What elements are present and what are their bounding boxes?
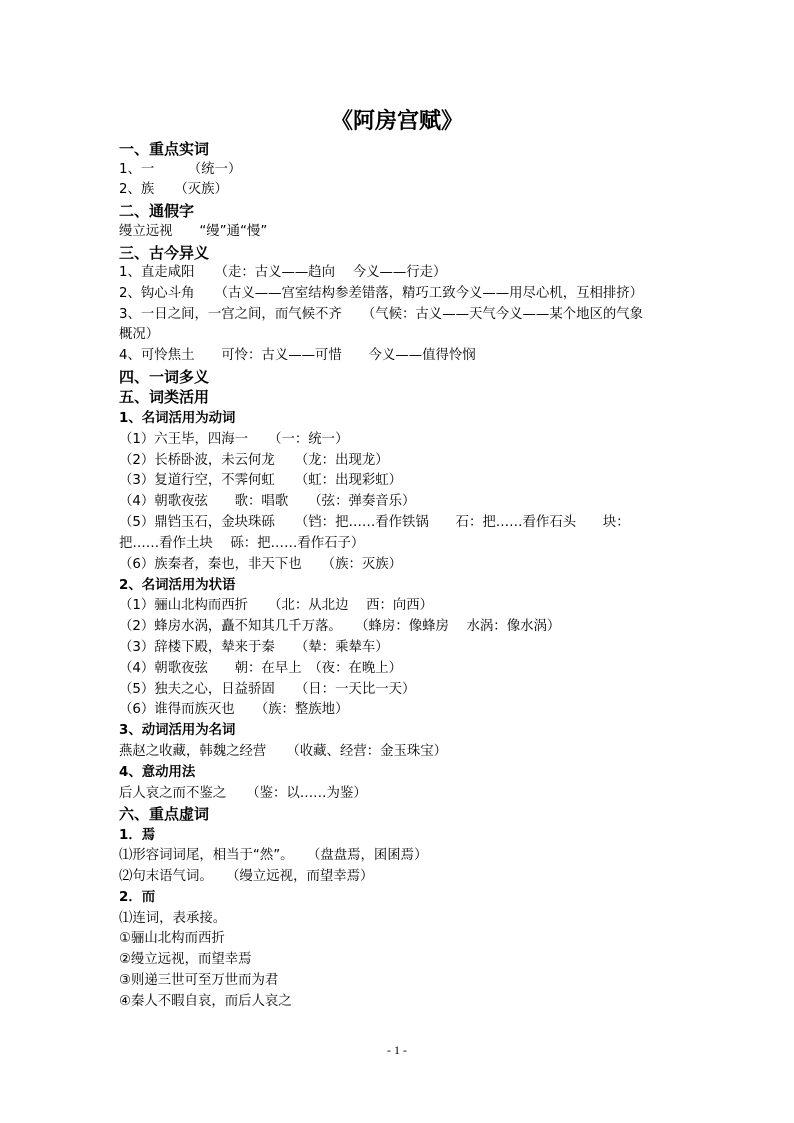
text-line: ⑴形容词词尾，相当于“然”。 （盘盘焉，囷囷焉） [119, 848, 428, 863]
text-line: （4）朝歌夜弦 歌：唱歌 （弦：弹奏音乐） [119, 494, 416, 509]
subsection-heading: 2．而 [119, 890, 156, 905]
document-title: 《阿房宫赋》 [330, 109, 463, 134]
section-heading: 一、重点实词 [119, 140, 210, 158]
text-line: 1、直走咸阳 （走：古义——趋向 今义——行走） [119, 265, 447, 280]
section-heading: 二、通假字 [119, 202, 195, 220]
subsection-heading: 3、动词活用为名词 [119, 723, 236, 738]
text-line: ⑴连词，表承接。 [119, 911, 227, 926]
section-heading: 五、词类活用 [119, 388, 210, 406]
text-line: （2）蜂房水涡，矗不知其几千万落。 （蜂房：像蜂房 水涡：像水涡） [119, 619, 561, 634]
section-heading: 六、重点虚词 [119, 805, 210, 823]
text-line: 1、一 （统一） [119, 162, 242, 177]
text-line: 后人哀之而不鉴之 （鉴：以……为鉴） [119, 786, 367, 801]
text-line: （3）复道行空，不霁何虹 （虹：出现彩虹） [119, 473, 403, 488]
text-line: ③则递三世可至万世而为君 [119, 973, 279, 988]
text-line: 把……看作土块 砾：把……看作石子） [119, 536, 365, 551]
text-line: ⑵句末语气词。 （缦立远视，而望幸焉） [119, 869, 374, 884]
subsection-heading: 4、意动用法 [119, 765, 196, 780]
text-line: 2、族 （灭族） [119, 182, 228, 197]
text-line: （3）辞楼下殿，辇来于秦 （辇：乘辇车） [119, 640, 389, 655]
text-line: 4、可怜焦土 可怜：古义——可惜 今义——值得怜悯 [119, 348, 476, 363]
text-line: 缦立远视 “缦”通“慢” [119, 224, 268, 239]
subsection-heading: 2、名词活用为状语 [119, 578, 236, 593]
subsection-heading: 1．焉 [119, 828, 156, 843]
text-line: ①骊山北构而西折 [119, 931, 225, 946]
text-line: 概况） [119, 327, 160, 342]
text-line: （1）骊山北构而西折 （北：从北边 西：向西） [119, 598, 434, 613]
text-line: （6）族秦者，秦也，非天下也 （族：灭族） [119, 557, 403, 572]
page-number: - 1 - [387, 1043, 407, 1057]
text-line: （5）独夫之心，日益骄固 （日：一天比一天） [119, 682, 416, 697]
text-line: （2）长桥卧波，未云何龙 （龙：出现龙） [119, 453, 389, 468]
text-line: （4）朝歌夜弦 朝：在早上 （夜：在晚上） [119, 661, 403, 676]
text-line: 燕赵之收藏，韩魏之经营 （收藏、经营：金玉珠宝） [119, 744, 448, 759]
text-line: 3、一日之间，一宫之间，而气候不齐 （气候：古义——天气今义——某个地区的气象 [119, 307, 644, 322]
text-line: （6）谁得而族灭也 （族：整族地） [119, 702, 349, 717]
section-heading: 三、古今异义 [119, 244, 210, 262]
text-line: ②缦立远视，而望幸焉 [119, 952, 252, 967]
subsection-heading: 1、名词活用为动词 [119, 411, 236, 426]
text-line: 2、钩心斗角 （古义——宫室结构参差错落，精巧工致今义——用尽心机，互相排挤） [119, 286, 644, 301]
text-line: ④秦人不暇自哀，而后人哀之 [119, 994, 292, 1009]
text-line: （5）鼎铛玉石，金块珠砾 （铛：把……看作铁锅 石：把……看作石头 块： [119, 515, 630, 530]
section-heading: 四、一词多义 [119, 368, 210, 386]
text-line: （1）六王毕，四海一 （一：统一） [119, 432, 349, 447]
